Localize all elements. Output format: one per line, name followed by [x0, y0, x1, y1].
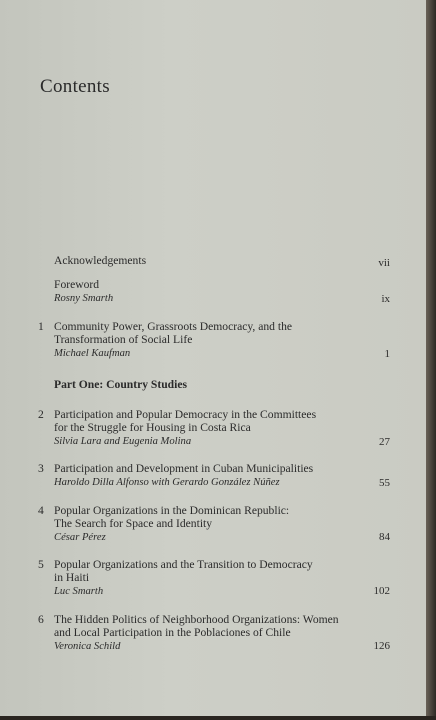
entry-author: Silvia Lara and Eugenia Molina	[54, 436, 192, 447]
page-number: 1	[384, 348, 390, 360]
page-number: 55	[379, 477, 390, 489]
toc-entry-chapter-4	[38, 504, 390, 546]
entry-title-line: and Local Participation in the Poblaciones of Chile	[54, 626, 291, 639]
entry-author: Veronica Schild	[54, 641, 121, 652]
toc-entry-chapter-2	[38, 408, 390, 450]
entry-title-line: Community Power, Grassroots Democracy, and the	[54, 320, 293, 333]
chapter-number: 6	[38, 613, 44, 626]
chapter-number: 4	[38, 504, 44, 517]
entry-author: Haroldo Dilla Alfonso with Gerardo González Núñez	[54, 477, 280, 488]
page-number: 84	[379, 531, 390, 543]
entry-title-line: The Hidden Politics of Neighborhood Organizations: Women	[54, 613, 339, 626]
book-spine-edge	[426, 0, 436, 720]
entry-title-line: The Search for Space and Identity	[54, 517, 213, 530]
toc-entry-chapter-5	[38, 558, 390, 600]
chapter-number: 1	[38, 320, 44, 333]
entry-title-line: Transformation of Social Life	[54, 333, 193, 346]
book-bottom-edge	[0, 716, 436, 720]
entry-author: Luc Smarth	[54, 586, 104, 597]
entry-author: Rosny Smarth	[54, 293, 114, 304]
part-title: Part One: Country Studies	[54, 378, 188, 391]
chapter-number: 2	[38, 408, 44, 421]
toc-entry-chapter-3	[38, 462, 390, 490]
part-heading	[38, 378, 390, 392]
entry-author: César Pérez	[54, 532, 106, 543]
chapter-number: 3	[38, 462, 44, 475]
page-number: vii	[378, 257, 390, 269]
entry-title: Foreword	[54, 278, 100, 291]
entry-title-line: Participation and Development in Cuban Municipalities	[54, 462, 314, 475]
entry-author: Michael Kaufman	[54, 348, 131, 359]
entry-title: Acknowledgements	[54, 254, 147, 267]
page-number: 126	[373, 640, 390, 652]
page-number: 102	[373, 585, 390, 597]
chapter-number: 5	[38, 558, 44, 571]
entry-title-line: Popular Organizations in the Dominican Republic:	[54, 504, 290, 517]
toc-entry-acknowledgements	[38, 254, 390, 268]
entry-title-line: for the Struggle for Housing in Costa Rica	[54, 421, 251, 434]
toc-entry-foreword	[38, 278, 390, 306]
toc-entry-chapter-6	[38, 613, 390, 655]
page-number: 27	[379, 436, 390, 448]
page-number: ix	[381, 293, 390, 305]
entry-title-line: Popular Organizations and the Transition to Democracy	[54, 558, 313, 571]
entry-title-line: in Haiti	[54, 571, 90, 584]
toc-entry-chapter-1	[38, 320, 390, 362]
page-title: Contents	[40, 76, 110, 97]
entry-title-line: Participation and Popular Democracy in the Committees	[54, 408, 317, 421]
